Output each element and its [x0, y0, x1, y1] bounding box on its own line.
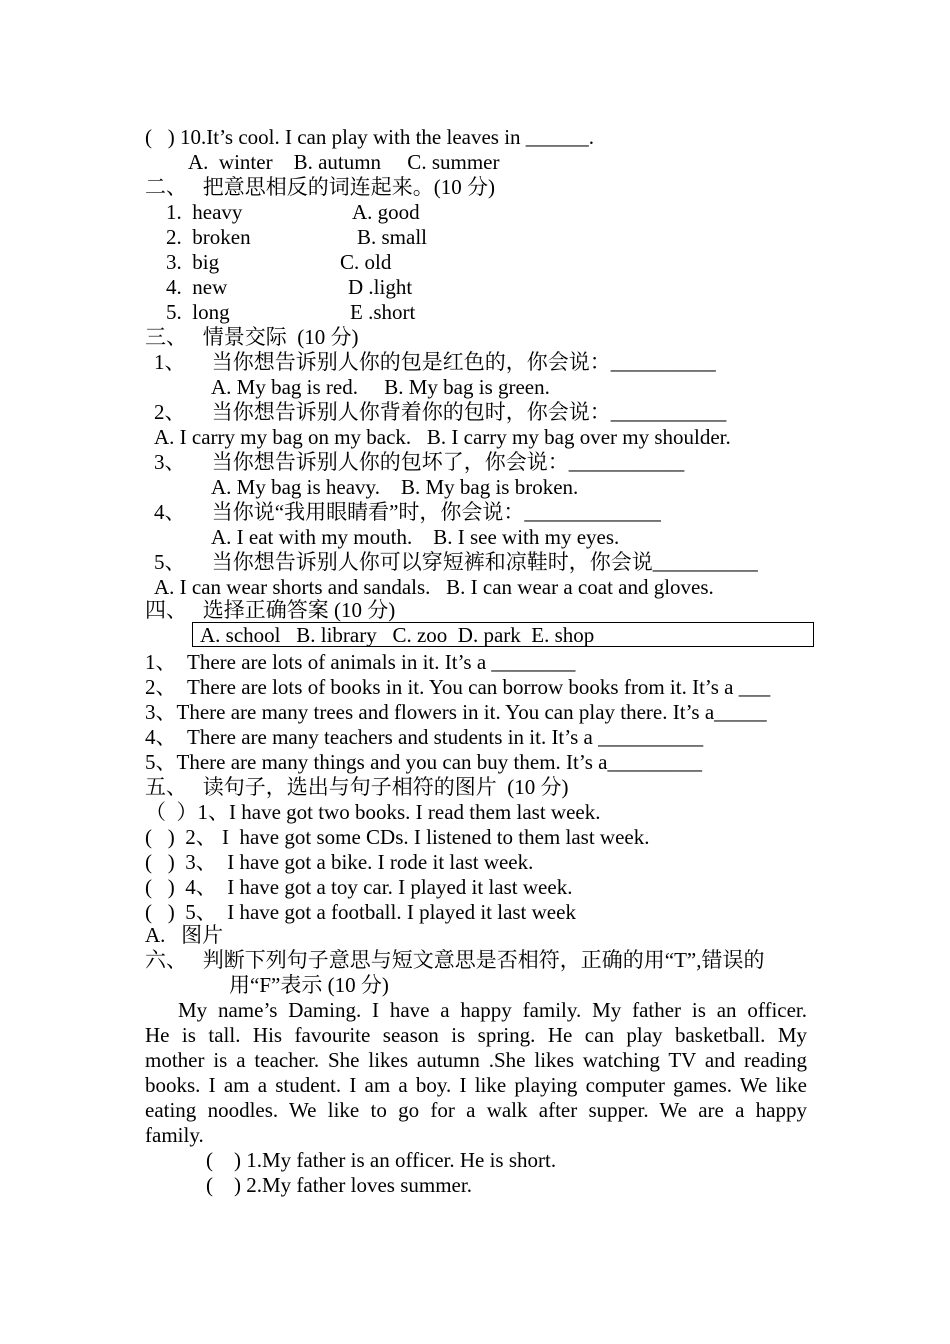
- passage-line: My name’s Daming. I have a happy family. My father is an officer.: [178, 998, 807, 1022]
- options-line: A. winter B. autumn C. summer: [188, 150, 500, 174]
- right-word: E .short: [350, 300, 416, 324]
- passage-line: mother is a teacher. She likes autumn .She likes watching TV and reading: [145, 1048, 807, 1072]
- scenario-question: 3、 当你想告诉别人你的包坏了，你会说：___________: [154, 450, 685, 474]
- picture-placeholder: A. 图片: [145, 923, 224, 947]
- passage-line: eating noodles. We like to go for a walk after supper. We are a happy: [145, 1098, 807, 1122]
- scenario-question: 1、 当你想告诉别人你的包是红色的，你会说：__________: [154, 350, 716, 374]
- section-title: 二、 把意思相反的词连起来。(10 分): [145, 175, 495, 199]
- scenario-options: A. I can wear shorts and sandals. B. I can wear a coat and gloves.: [154, 575, 714, 599]
- sentence-item: ( ) 5、 I have got a football. I played it last week: [145, 900, 576, 924]
- fill-question: 2、 There are lots of books in it. You can borrow books from it. It’s a ___: [145, 675, 771, 699]
- fill-question: 4、 There are many teachers and students in it. It’s a __________: [145, 725, 704, 749]
- left-word: 1. heavy: [166, 200, 243, 224]
- section-title-cont: 用“F”表示 (10 分): [229, 973, 389, 997]
- sentence-item: （ ）1、I have got two books. I read them last week.: [145, 800, 601, 824]
- right-word: C. old: [340, 250, 392, 274]
- left-word: 5. long: [166, 300, 230, 324]
- word-bank: A. school B. library C. zoo D. park E. shop: [200, 623, 595, 647]
- left-word: 2. broken: [166, 225, 251, 249]
- section-title: 六、 判断下列句子意思与短文意思是否相符，正确的用“T”,错误的: [145, 948, 765, 972]
- passage-line: books. I am a student. I am a boy. I like playing computer games. We like: [145, 1073, 807, 1097]
- scenario-options: A. My bag is heavy. B. My bag is broken.: [211, 475, 579, 499]
- scenario-question: 4、 当你说“我用眼睛看”时，你会说：_____________: [154, 500, 661, 524]
- left-word: 3. big: [166, 250, 220, 274]
- right-word: A. good: [352, 200, 420, 224]
- scenario-question: 5、 当你想告诉别人你可以穿短裤和凉鞋时，你会说__________: [154, 550, 758, 574]
- passage-line: He is tall. His favourite season is spring. He can play basketball. My: [145, 1023, 807, 1047]
- scenario-options: A. My bag is red. B. My bag is green.: [211, 375, 550, 399]
- right-word: D .light: [348, 275, 413, 299]
- judge-item: ( ) 1.My father is an officer. He is short.: [206, 1148, 557, 1172]
- sentence-item: ( ) 2、 I have got some CDs. I listened to them last week.: [145, 825, 650, 849]
- fill-question: 3、There are many trees and flowers in it. You can play there. It’s a_____: [145, 700, 767, 724]
- scenario-question: 2、 当你想告诉别人你背着你的包时，你会说：___________: [154, 400, 727, 424]
- right-word: B. small: [357, 225, 428, 249]
- fill-question: 5、There are many things and you can buy them. It’s a_________: [145, 750, 702, 774]
- sentence-item: ( ) 4、 I have got a toy car. I played it last week.: [145, 875, 573, 899]
- section-title: 四、 选择正确答案 (10 分): [145, 598, 396, 622]
- scenario-options: A. I eat with my mouth. B. I see with my eyes.: [211, 525, 620, 549]
- left-word: 4. new: [166, 275, 228, 299]
- section-title: 五、 读句子，选出与句子相符的图片 (10 分): [145, 775, 569, 799]
- section-title: 三、 情景交际 (10 分): [145, 325, 359, 349]
- sentence-item: ( ) 3、 I have got a bike. I rode it last week.: [145, 850, 534, 874]
- scenario-options: A. I carry my bag on my back. B. I carry my bag over my shoulder.: [154, 425, 731, 449]
- passage-line: family.: [145, 1123, 204, 1147]
- fill-question: 1、 There are lots of animals in it. It’s a ________: [145, 650, 576, 674]
- judge-item: ( ) 2.My father loves summer.: [206, 1173, 472, 1197]
- question-line: ( ) 10.It’s cool. I can play with the leaves in ______.: [145, 125, 595, 149]
